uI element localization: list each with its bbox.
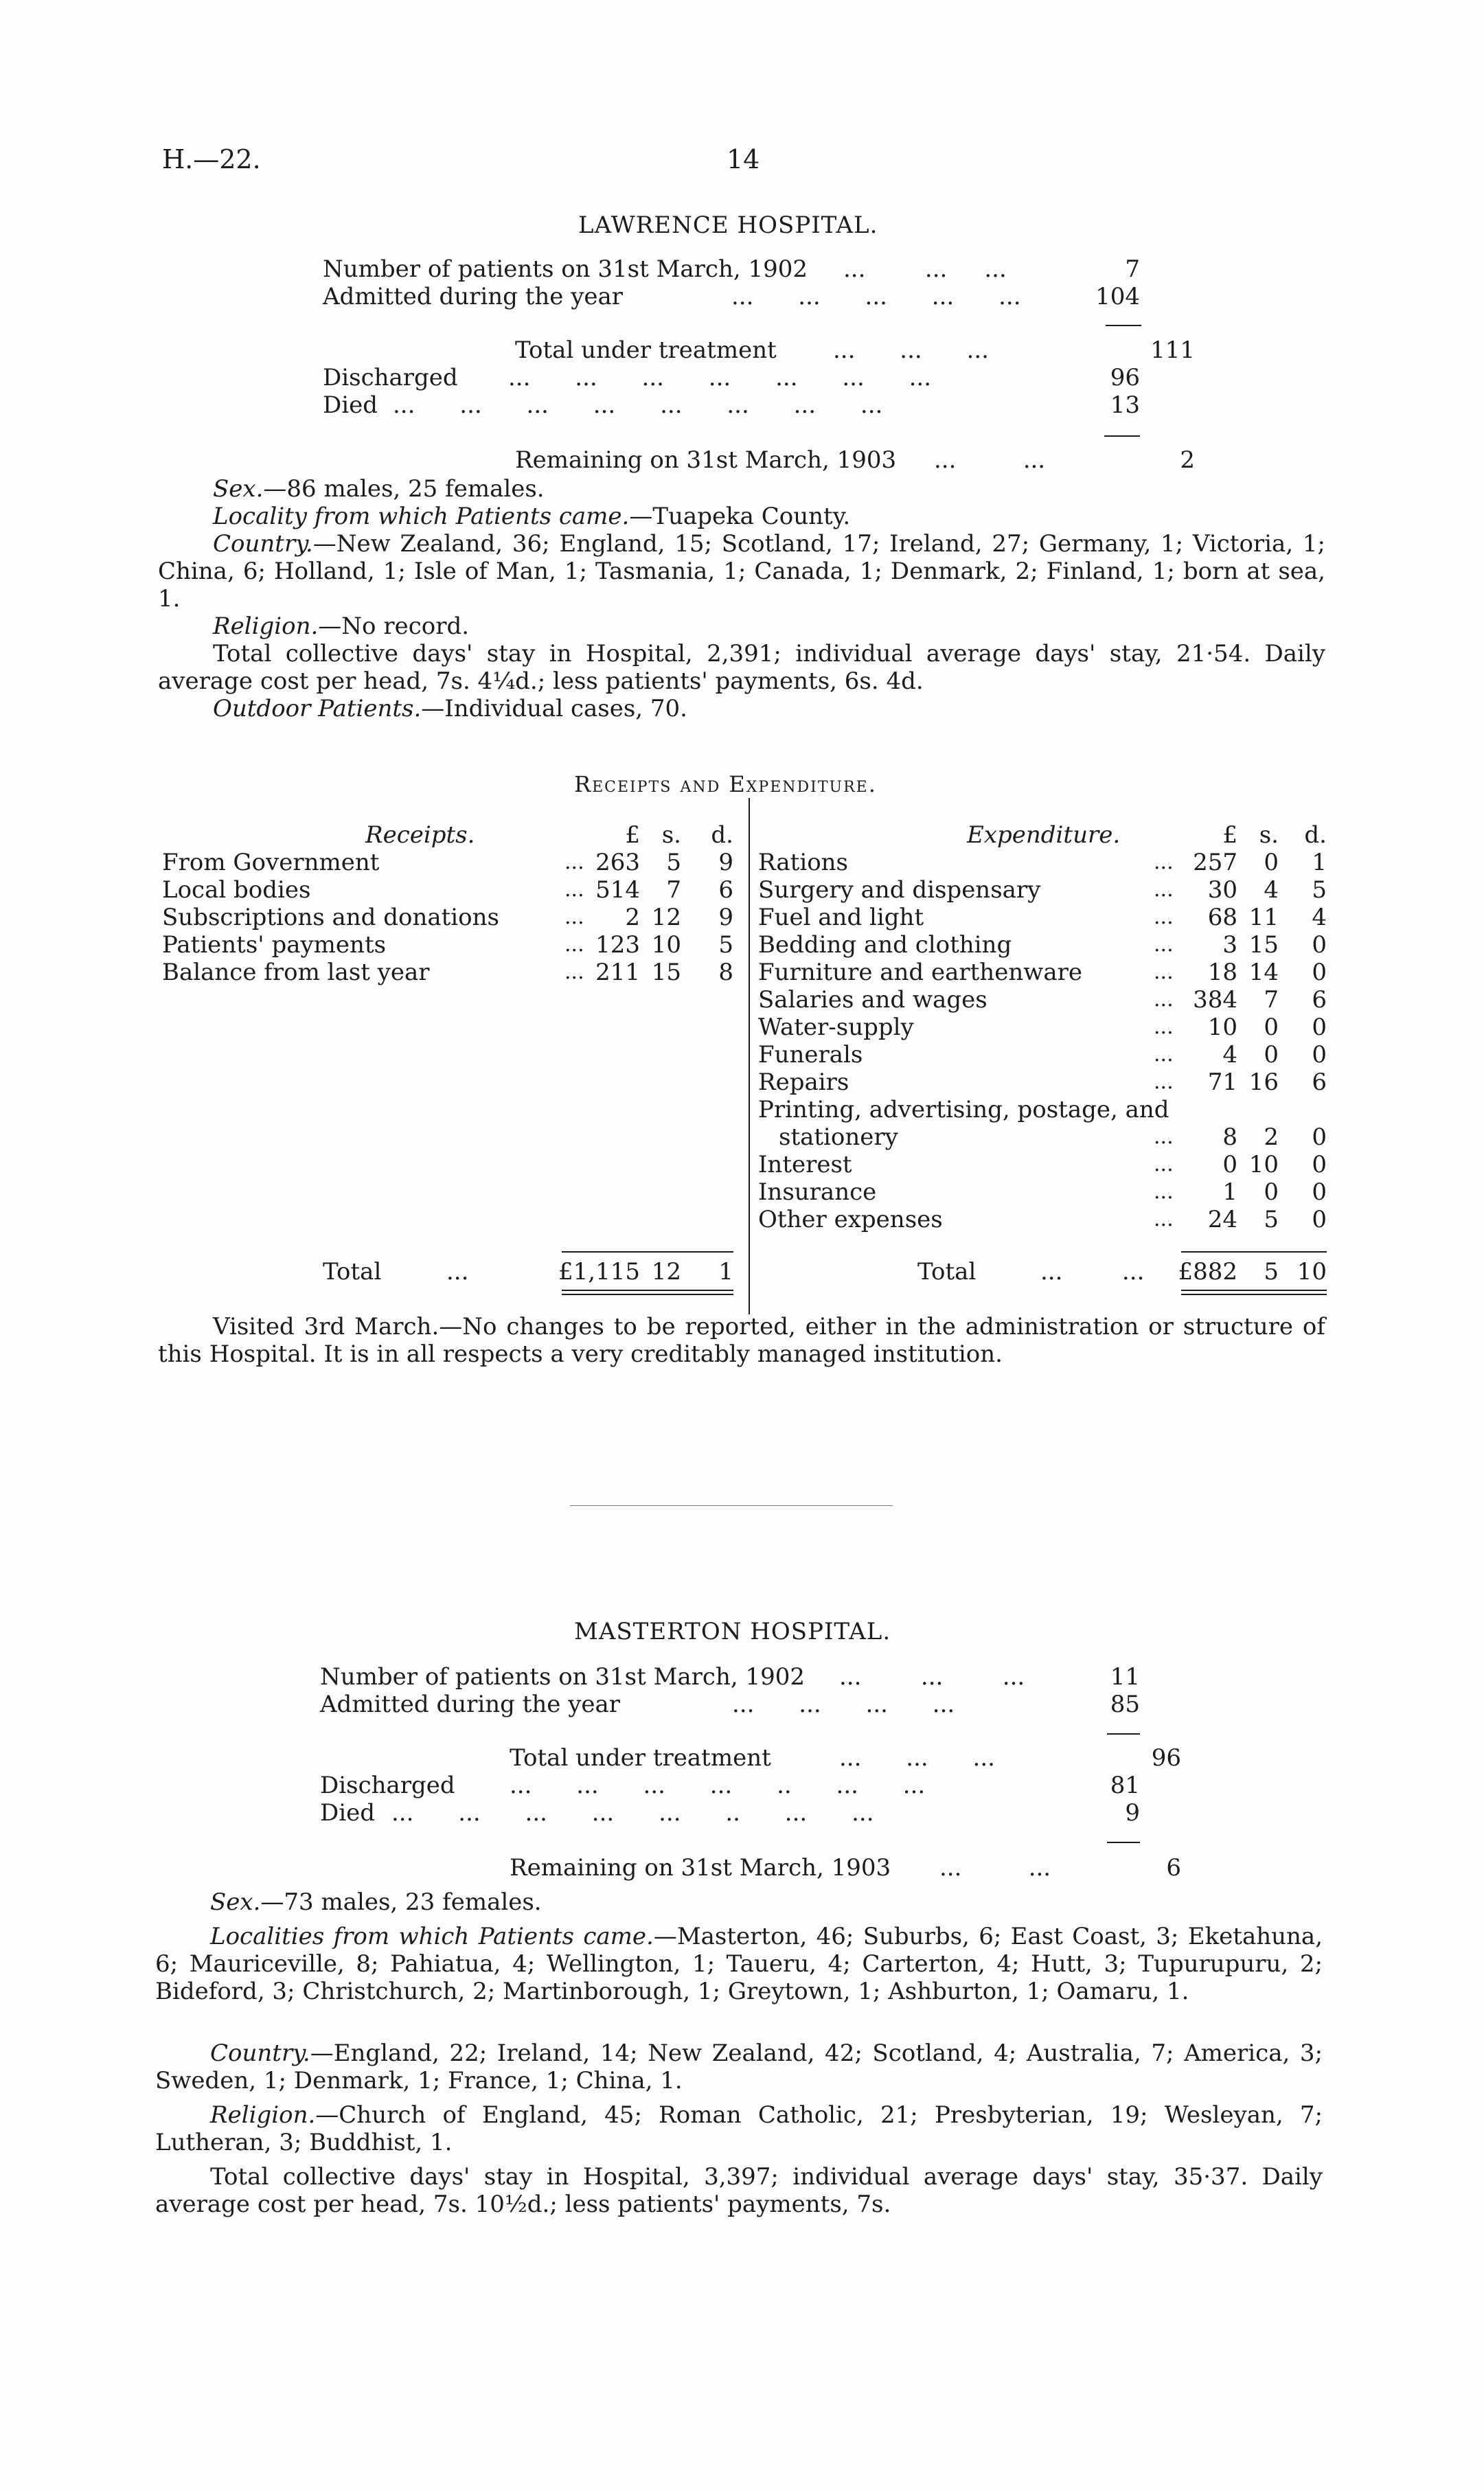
masterton-stay-text: Total collective days' stay in Hospital, 3,397; individual average days' stay, 35·37. Daily average cost per head, 7s. 10½d.; less patients' payments, 7s.	[155, 2163, 1323, 2218]
expenditure-total-rule	[1181, 1251, 1327, 1253]
expenditure-row-label: stationery	[779, 1123, 898, 1151]
receipts-row-pence: 9	[718, 904, 733, 931]
lawrence-admitted-label: Admitted during the year	[323, 283, 624, 310]
expenditure-total-pounds: £882	[1178, 1258, 1237, 1286]
expenditure-row-pence: 1	[1312, 849, 1327, 876]
expenditure-row-shillings: 14	[1248, 959, 1279, 986]
lawrence-title: LAWRENCE HOSPITAL.	[578, 212, 878, 239]
receipts-col-pounds: £	[625, 821, 640, 849]
expenditure-row-pounds: 68	[1207, 904, 1237, 931]
leader-dots: ...	[1154, 933, 1174, 957]
receipts-row-label: Subscriptions and donations	[162, 904, 499, 931]
receipts-double-rule	[562, 1290, 733, 1291]
leader-dots: ...	[564, 850, 584, 874]
receipts-row-pounds: 211	[595, 959, 640, 986]
expenditure-row-label: Water-supply	[758, 1014, 914, 1041]
masterton-religion: Religion.—Church of England, 45; Roman Catholic, 21; Presbyterian, 19; Wesleyan, 7; Lutheran, 3; Buddhist, 1.	[155, 2101, 1323, 2156]
expenditure-row-pence: 0	[1312, 1151, 1327, 1178]
expenditure-row-pence: 0	[1312, 931, 1327, 959]
expenditure-row-shillings: 5	[1264, 1206, 1279, 1233]
leader-dots: ...	[564, 878, 584, 902]
lawrence-religion: Religion.—No record.	[213, 613, 470, 640]
expenditure-row-shillings: 4	[1264, 876, 1279, 904]
receipts-row-shillings: 7	[666, 876, 681, 904]
expenditure-row-pounds: 8	[1222, 1123, 1237, 1151]
expenditure-row-pence: 0	[1312, 1014, 1327, 1041]
receipts-total-label: Total	[323, 1258, 382, 1286]
leader-dots: ...	[1154, 1180, 1174, 1204]
lawrence-stay-text: Total collective days' stay in Hospital, 2,391; individual average days' stay, 21·54. Daily average cost per head, 7s. 4¼d.; less patients' payments, 6s. 4d.	[158, 640, 1325, 695]
leader-dots: ...	[1154, 960, 1174, 984]
expenditure-row-label: Funerals	[758, 1041, 863, 1069]
lawrence-died-label: Died	[323, 391, 378, 419]
expenditure-row-shillings: 11	[1248, 904, 1279, 931]
expenditure-total-label: Total	[917, 1258, 977, 1286]
leader-dots: ...	[1154, 1042, 1174, 1066]
receipts-total-rule	[562, 1251, 733, 1253]
report-reference: H.—22.	[162, 144, 261, 174]
expenditure-row-pence: 0	[1312, 1123, 1327, 1151]
expenditure-row-pounds: 24	[1207, 1206, 1237, 1233]
receipts-row-label: Local bodies	[162, 876, 311, 904]
leader-dots: ...	[1154, 987, 1174, 1012]
expenditure-row-shillings: 0	[1264, 849, 1279, 876]
table-divider	[749, 798, 750, 1314]
expenditure-double-rule	[1181, 1294, 1327, 1295]
expenditure-row-label: Furniture and earthenware	[758, 959, 1082, 986]
masterton-sex: Sex.—73 males, 23 females.	[210, 1888, 542, 1916]
leader-dots: ...	[1154, 850, 1174, 874]
leader-dots: ...	[564, 960, 584, 984]
leader-dots: ...	[1154, 1152, 1174, 1176]
lawrence-country: Country.—New Zealand, 36; England, 15; Scotland, 17; Ireland, 27; Germany, 1; Victoria, 1; China, 6; Holland, 1; Isle of Man, 1; Tasmania, 1; Canada, 1; Denmark, 2; Finland, 1; born at sea, 1.	[158, 530, 1325, 613]
masterton-discharged: 81	[1110, 1772, 1140, 1799]
expenditure-row-pence: 5	[1312, 876, 1327, 904]
lawrence-total: 111	[1150, 336, 1195, 364]
lawrence-remaining-label: Remaining on 31st March, 1903	[515, 446, 897, 474]
receipts-col-pence: d.	[711, 821, 733, 849]
masterton-patients-start: 11	[1110, 1663, 1140, 1691]
lawrence-discharged-label: Discharged	[323, 364, 458, 391]
expenditure-row-label: Rations	[758, 849, 849, 876]
leader-dots: ...	[1154, 1070, 1174, 1094]
masterton-remaining: 6	[1166, 1854, 1181, 1882]
expenditure-row-pence: 0	[1312, 1178, 1327, 1206]
expenditure-row-pounds: 384	[1193, 986, 1237, 1014]
receipts-row-label: Patients' payments	[162, 931, 387, 959]
receipts-row-pence: 6	[718, 876, 733, 904]
leader-dots: ...	[1154, 1015, 1174, 1039]
masterton-admitted: 85	[1110, 1691, 1140, 1718]
sum-rule	[1107, 1842, 1140, 1843]
expenditure-row-pounds: 4	[1222, 1041, 1237, 1069]
receipts-col-shillings: s.	[661, 821, 681, 849]
sum-rule	[1107, 1733, 1140, 1735]
expenditure-row-pounds: 30	[1207, 876, 1237, 904]
leader-dots: ...	[1154, 1207, 1174, 1231]
lawrence-sex: Sex.—86 males, 25 females.	[213, 475, 545, 503]
expenditure-row-pounds: 257	[1193, 849, 1237, 876]
receipts-row-pence: 8	[718, 959, 733, 986]
expenditure-row-shillings: 7	[1264, 986, 1279, 1014]
expenditure-col-shillings: s.	[1259, 821, 1279, 849]
masterton-died-label: Died	[320, 1799, 376, 1827]
expenditure-row-label: Repairs	[758, 1069, 849, 1096]
receipts-row-pounds: 123	[595, 931, 640, 959]
sum-rule	[1104, 435, 1140, 437]
receipts-row-label: Balance from last year	[162, 959, 430, 986]
section-separator	[570, 1505, 893, 1506]
leader-dots: ...	[564, 905, 584, 929]
receipts-total-pounds: £1,115	[558, 1258, 640, 1286]
receipts-row-shillings: 10	[651, 931, 681, 959]
lawrence-died: 13	[1110, 391, 1140, 419]
masterton-remaining-label: Remaining on 31st March, 1903	[510, 1854, 891, 1882]
expenditure-row-pence: 6	[1312, 1069, 1327, 1096]
expenditure-row-label: Interest	[758, 1151, 852, 1178]
expenditure-col-pence: d.	[1304, 821, 1327, 849]
expenditure-row-pounds: 18	[1207, 959, 1237, 986]
masterton-died: 9	[1125, 1799, 1140, 1827]
expenditure-row-pence: 0	[1312, 1206, 1327, 1233]
expenditure-heading: Expenditure.	[967, 821, 1121, 849]
expenditure-row-label: Insurance	[758, 1178, 877, 1206]
masterton-patients-start-label: Number of patients on 31st March, 1902	[320, 1663, 805, 1691]
expenditure-row-shillings: 0	[1264, 1014, 1279, 1041]
expenditure-double-rule	[1181, 1290, 1327, 1291]
leader-dots: ...	[1154, 878, 1174, 902]
expenditure-row-pounds: 0	[1222, 1151, 1237, 1178]
expenditure-row-shillings: 0	[1264, 1041, 1279, 1069]
leader-dots: ...	[564, 933, 584, 957]
receipts-row-pounds: 514	[595, 876, 640, 904]
lawrence-patients-start-label: Number of patients on 31st March, 1902	[323, 255, 808, 283]
expenditure-row-shillings: 10	[1248, 1151, 1279, 1178]
expenditure-row-pounds: 10	[1207, 1014, 1237, 1041]
expenditure-row-pence: 0	[1312, 959, 1327, 986]
receipts-row-shillings: 5	[666, 849, 681, 876]
receipts-total-pence: 1	[718, 1258, 733, 1286]
expenditure-row-pence: 0	[1312, 1041, 1327, 1069]
expenditure-row-label: Surgery and dispensary	[758, 876, 1041, 904]
expenditure-row-shillings: 2	[1264, 1123, 1279, 1151]
lawrence-remaining: 2	[1180, 446, 1195, 474]
receipts-row-label: From Government	[162, 849, 380, 876]
receipts-row-pence: 9	[718, 849, 733, 876]
receipts-total-shillings: 12	[651, 1258, 681, 1286]
expenditure-row-label: Fuel and light	[758, 904, 924, 931]
masterton-country: Country.—England, 22; Ireland, 14; New Zealand, 42; Scotland, 4; Australia, 7; America, 3; Sweden, 1; Denmark, 1; France, 1; China, 1.	[155, 2040, 1323, 2094]
receipts-double-rule	[562, 1294, 733, 1295]
expenditure-row-shillings: 0	[1264, 1178, 1279, 1206]
expenditure-row-pounds: 1	[1222, 1178, 1237, 1206]
expenditure-col-pounds: £	[1222, 821, 1237, 849]
lawrence-locality: Locality from which Patients came.—Tuapeka County.	[213, 503, 851, 530]
receipts-row-pounds: 2	[625, 904, 640, 931]
masterton-title: MASTERTON HOSPITAL.	[574, 1618, 891, 1645]
leader-dots: ...	[1154, 1125, 1174, 1149]
expenditure-row-label: Bedding and clothing	[758, 931, 1012, 959]
expenditure-row-pence: 6	[1312, 986, 1327, 1014]
masterton-admitted-label: Admitted during the year	[320, 1691, 621, 1718]
accounts-title: Receipts and Expenditure.	[574, 771, 877, 797]
expenditure-row-pence: 4	[1312, 904, 1327, 931]
lawrence-total-label: Total under treatment	[515, 336, 777, 364]
lawrence-admitted: 104	[1095, 283, 1140, 310]
expenditure-row-pounds: 71	[1207, 1069, 1237, 1096]
lawrence-discharged: 96	[1110, 364, 1140, 391]
masterton-localities: Localities from which Patients came.—Masterton, 46; Suburbs, 6; East Coast, 3; Eketahuna, 6; Mauriceville, 8; Pahiatua, 4; Wellington, 1; Taueru, 4; Carterton, 4; Hutt, 3; Tupurupuru, 2; Bideford, 3; Christchurch, 2; Martinborough, 1; Greytown, 1; Ashburton, 1; Oamaru, 1.	[155, 1923, 1323, 2005]
receipts-row-shillings: 15	[651, 959, 681, 986]
expenditure-row-label: Other expenses	[758, 1206, 943, 1233]
lawrence-outdoor-patients: Outdoor Patients.—Individual cases, 70.	[213, 695, 687, 722]
receipts-row-pence: 5	[718, 931, 733, 959]
masterton-discharged-label: Discharged	[320, 1772, 455, 1799]
sum-rule	[1106, 325, 1141, 326]
expenditure-row-label: Salaries and wages	[758, 986, 988, 1014]
expenditure-row-pounds: 3	[1222, 931, 1237, 959]
receipts-row-pounds: 263	[595, 849, 640, 876]
receipts-row-shillings: 12	[651, 904, 681, 931]
lawrence-visit-note: Visited 3rd March.—No changes to be reported, either in the administration or structure of this Hospital. It is in all respects a very creditably managed institution.	[158, 1313, 1325, 1368]
expenditure-total-pence: 10	[1297, 1258, 1327, 1286]
page-number: 14	[727, 144, 760, 174]
receipts-heading: Receipts.	[365, 821, 475, 849]
expenditure-row-label: Printing, advertising, postage, and	[758, 1096, 1169, 1123]
lawrence-patients-start: 7	[1125, 255, 1140, 283]
expenditure-row-shillings: 16	[1248, 1069, 1279, 1096]
expenditure-row-shillings: 15	[1248, 931, 1279, 959]
masterton-total-label: Total under treatment	[510, 1744, 771, 1772]
leader-dots: ...	[1154, 905, 1174, 929]
expenditure-total-shillings: 5	[1264, 1258, 1279, 1286]
masterton-total: 96	[1151, 1744, 1181, 1772]
